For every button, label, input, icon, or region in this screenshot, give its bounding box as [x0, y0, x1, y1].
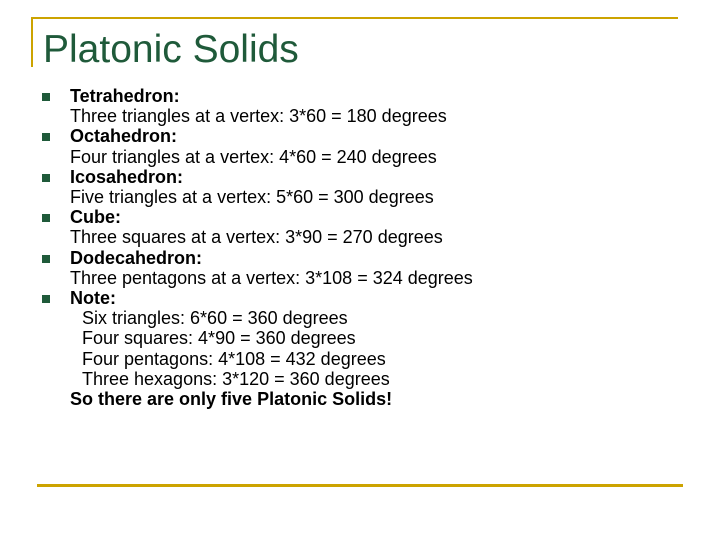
list-item-dodecahedron — [42, 248, 692, 288]
bottom-rule — [37, 484, 683, 487]
square-bullet-icon — [42, 133, 50, 141]
list-item-octahedron — [42, 126, 692, 166]
top-rule — [31, 17, 678, 19]
square-bullet-icon — [42, 93, 50, 101]
list-item-tetrahedron — [42, 86, 692, 126]
item-description: Five triangles at a vertex: 5*60 = 300 degrees — [70, 187, 434, 208]
item-description: Three squares at a vertex: 3*90 = 270 degrees — [70, 227, 443, 248]
slide-title: Platonic Solids — [43, 28, 299, 71]
note-label: Note: — [70, 288, 116, 309]
note-line: Six triangles: 6*60 = 360 degrees — [82, 308, 348, 329]
list-item-note — [42, 288, 692, 409]
item-name: Dodecahedron: — [70, 247, 203, 268]
list-item-cube — [42, 207, 692, 247]
note-line: Three hexagons: 3*120 = 360 degrees — [82, 368, 390, 389]
list-item-icosahedron — [42, 167, 692, 207]
square-bullet-icon — [42, 295, 50, 303]
note-conclusion: So there are only five Platonic Solids! — [70, 389, 393, 410]
note-line: Four squares: 4*90 = 360 degrees — [82, 328, 356, 349]
square-bullet-icon — [42, 214, 50, 222]
item-name: Octahedron: — [70, 126, 178, 147]
item-description: Four triangles at a vertex: 4*60 = 240 degrees — [70, 146, 437, 167]
item-description: Three triangles at a vertex: 3*60 = 180 degrees — [70, 106, 447, 127]
item-name: Cube: — [70, 207, 121, 228]
square-bullet-icon — [42, 255, 50, 263]
item-name: Tetrahedron: — [70, 86, 180, 106]
item-description: Three pentagons at a vertex: 3*108 = 324 degrees — [70, 267, 473, 288]
bullet-list — [42, 86, 692, 409]
item-name: Icosahedron: — [70, 166, 184, 187]
left-rule — [31, 17, 33, 67]
note-line: Four pentagons: 4*108 = 432 degrees — [82, 348, 386, 369]
square-bullet-icon — [42, 174, 50, 182]
